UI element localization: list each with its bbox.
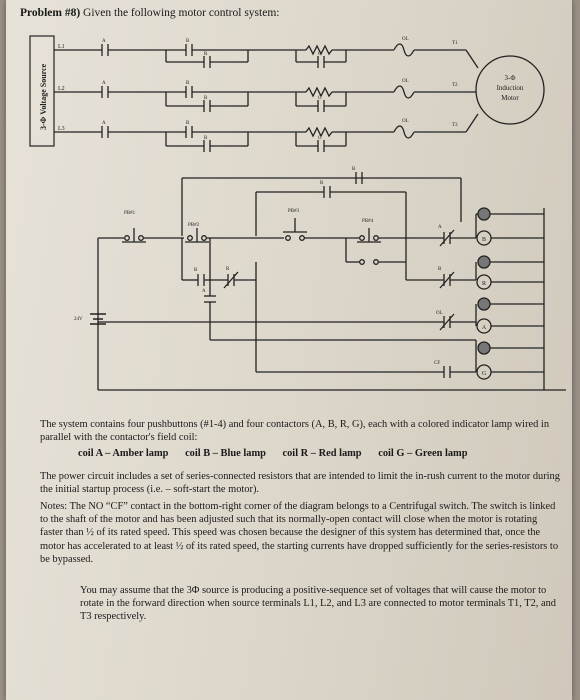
control-contact-ol: OL bbox=[436, 311, 443, 316]
pb1-label: PB#1 bbox=[124, 211, 136, 216]
contact-label-b-l2: B bbox=[186, 81, 190, 86]
motor-control-diagram bbox=[6, 0, 572, 400]
control-contact-r-top: R bbox=[320, 181, 324, 186]
control-contact-b-top: B bbox=[352, 167, 356, 172]
pb3-label: PB#3 bbox=[288, 209, 300, 214]
source-label: 3-Φ Voltage Source bbox=[39, 63, 48, 130]
contact-label-a-l1: A bbox=[102, 39, 106, 44]
terminal-label-t2: T2 bbox=[452, 83, 458, 88]
contact-label-b-l3: B bbox=[186, 121, 190, 126]
overload-label-2: OL bbox=[402, 79, 409, 84]
notes-label: Notes: bbox=[40, 501, 68, 512]
power-line-l3 bbox=[54, 114, 478, 152]
power-line-l1 bbox=[54, 44, 478, 68]
contact-label-g-l1: G bbox=[318, 52, 322, 57]
contact-label-a-l2: A bbox=[102, 81, 106, 86]
control-contact-b-3: B bbox=[438, 267, 442, 272]
lamp-label-g: G bbox=[481, 371, 487, 377]
lamp-label-r: R bbox=[481, 281, 487, 287]
coil-a-item: coil A – Amber lamp bbox=[78, 448, 169, 459]
problem-prompt: Given the following motor control system: bbox=[83, 7, 280, 19]
notes-text: The NO “CF” contact in the bottom-right corner of the diagram belongs to a Centrifugal switch. The switch is linked to the shaft of the motor and has been adjusted such that its normally-open contact will close when the motor is rotating faster than ½ of its rated speed. This speed was chosen because the designer of this system has determined that, once the motor has accelerated to at least ½ of its rated speed, the starting currents have dropped sufficiently for the series-resistors to be bypassed. bbox=[40, 501, 559, 565]
coil-lamp-column bbox=[476, 208, 544, 379]
paragraph-notes bbox=[40, 500, 560, 566]
terminal-label-t1: T1 bbox=[452, 41, 458, 46]
contact-label-a-l3: A bbox=[102, 121, 106, 126]
lamp-label-b-1: B bbox=[481, 237, 487, 243]
line-label-l1: L1 bbox=[58, 44, 65, 50]
coil-g-item: coil G – Green lamp bbox=[378, 448, 468, 459]
motor-label-phase: 3-Φ bbox=[504, 74, 516, 82]
paragraph-power-circuit: The power circuit includes a set of series-connected resistors that are intended to limit the in-rush current to the motor during the initial startup process (i.e. – soft-start the motor). bbox=[40, 471, 560, 496]
pb2-label: PB#2 bbox=[188, 223, 200, 228]
terminal-label-t3: T3 bbox=[452, 123, 458, 128]
worksheet-page bbox=[6, 0, 572, 700]
lamp-label-a: A bbox=[481, 325, 487, 331]
supply-label: 24V bbox=[74, 317, 83, 322]
contact-label-g-l3: G bbox=[318, 136, 322, 141]
contact-label-g-l2: G bbox=[318, 96, 322, 101]
overload-label-3: OL bbox=[402, 119, 409, 124]
line-label-l2: L2 bbox=[58, 86, 65, 92]
motor-label-motor: Motor bbox=[501, 94, 519, 102]
motor-label-induction: Induction bbox=[496, 84, 524, 92]
cf-label: CF bbox=[434, 361, 441, 366]
paragraph-pushbuttons: The system contains four pushbuttons (#1-4) and four contactors (A, B, R, G), each with a colored indicator lamp wired in parallel with the contactor's field coil: bbox=[40, 419, 550, 444]
control-contact-r-2: R bbox=[226, 267, 230, 272]
pb4-label: PB#4 bbox=[362, 219, 374, 224]
contact-label-r-l3: R bbox=[204, 136, 208, 141]
paragraph-phase-sequence: You may assume that the 3Φ source is producing a positive-sequence set of voltages that will cause the motor to rotate in the forward direction when source terminals L1, L2, and L3 are connected to motor terminals T1, T2, and T3 respectively. bbox=[80, 585, 556, 623]
control-contact-a-2: A bbox=[202, 289, 206, 294]
voltage-source bbox=[30, 36, 54, 146]
line-label-l3: L3 bbox=[58, 126, 65, 132]
contact-label-b-l1: B bbox=[186, 39, 190, 44]
coil-legend bbox=[78, 448, 481, 459]
control-circuit bbox=[74, 167, 566, 390]
coil-r-item: coil R – Red lamp bbox=[282, 448, 362, 459]
coil-b-item: coil B – Blue lamp bbox=[185, 448, 266, 459]
control-contact-a-1: A bbox=[438, 225, 442, 230]
power-line-l2 bbox=[54, 86, 476, 112]
problem-number: Problem #8) bbox=[20, 7, 81, 19]
control-contact-b-2: B bbox=[194, 268, 198, 273]
contact-label-r-l1: R bbox=[204, 52, 208, 57]
induction-motor bbox=[476, 56, 544, 124]
contact-label-r-l2: R bbox=[204, 96, 208, 101]
overload-label-1: OL bbox=[402, 37, 409, 42]
